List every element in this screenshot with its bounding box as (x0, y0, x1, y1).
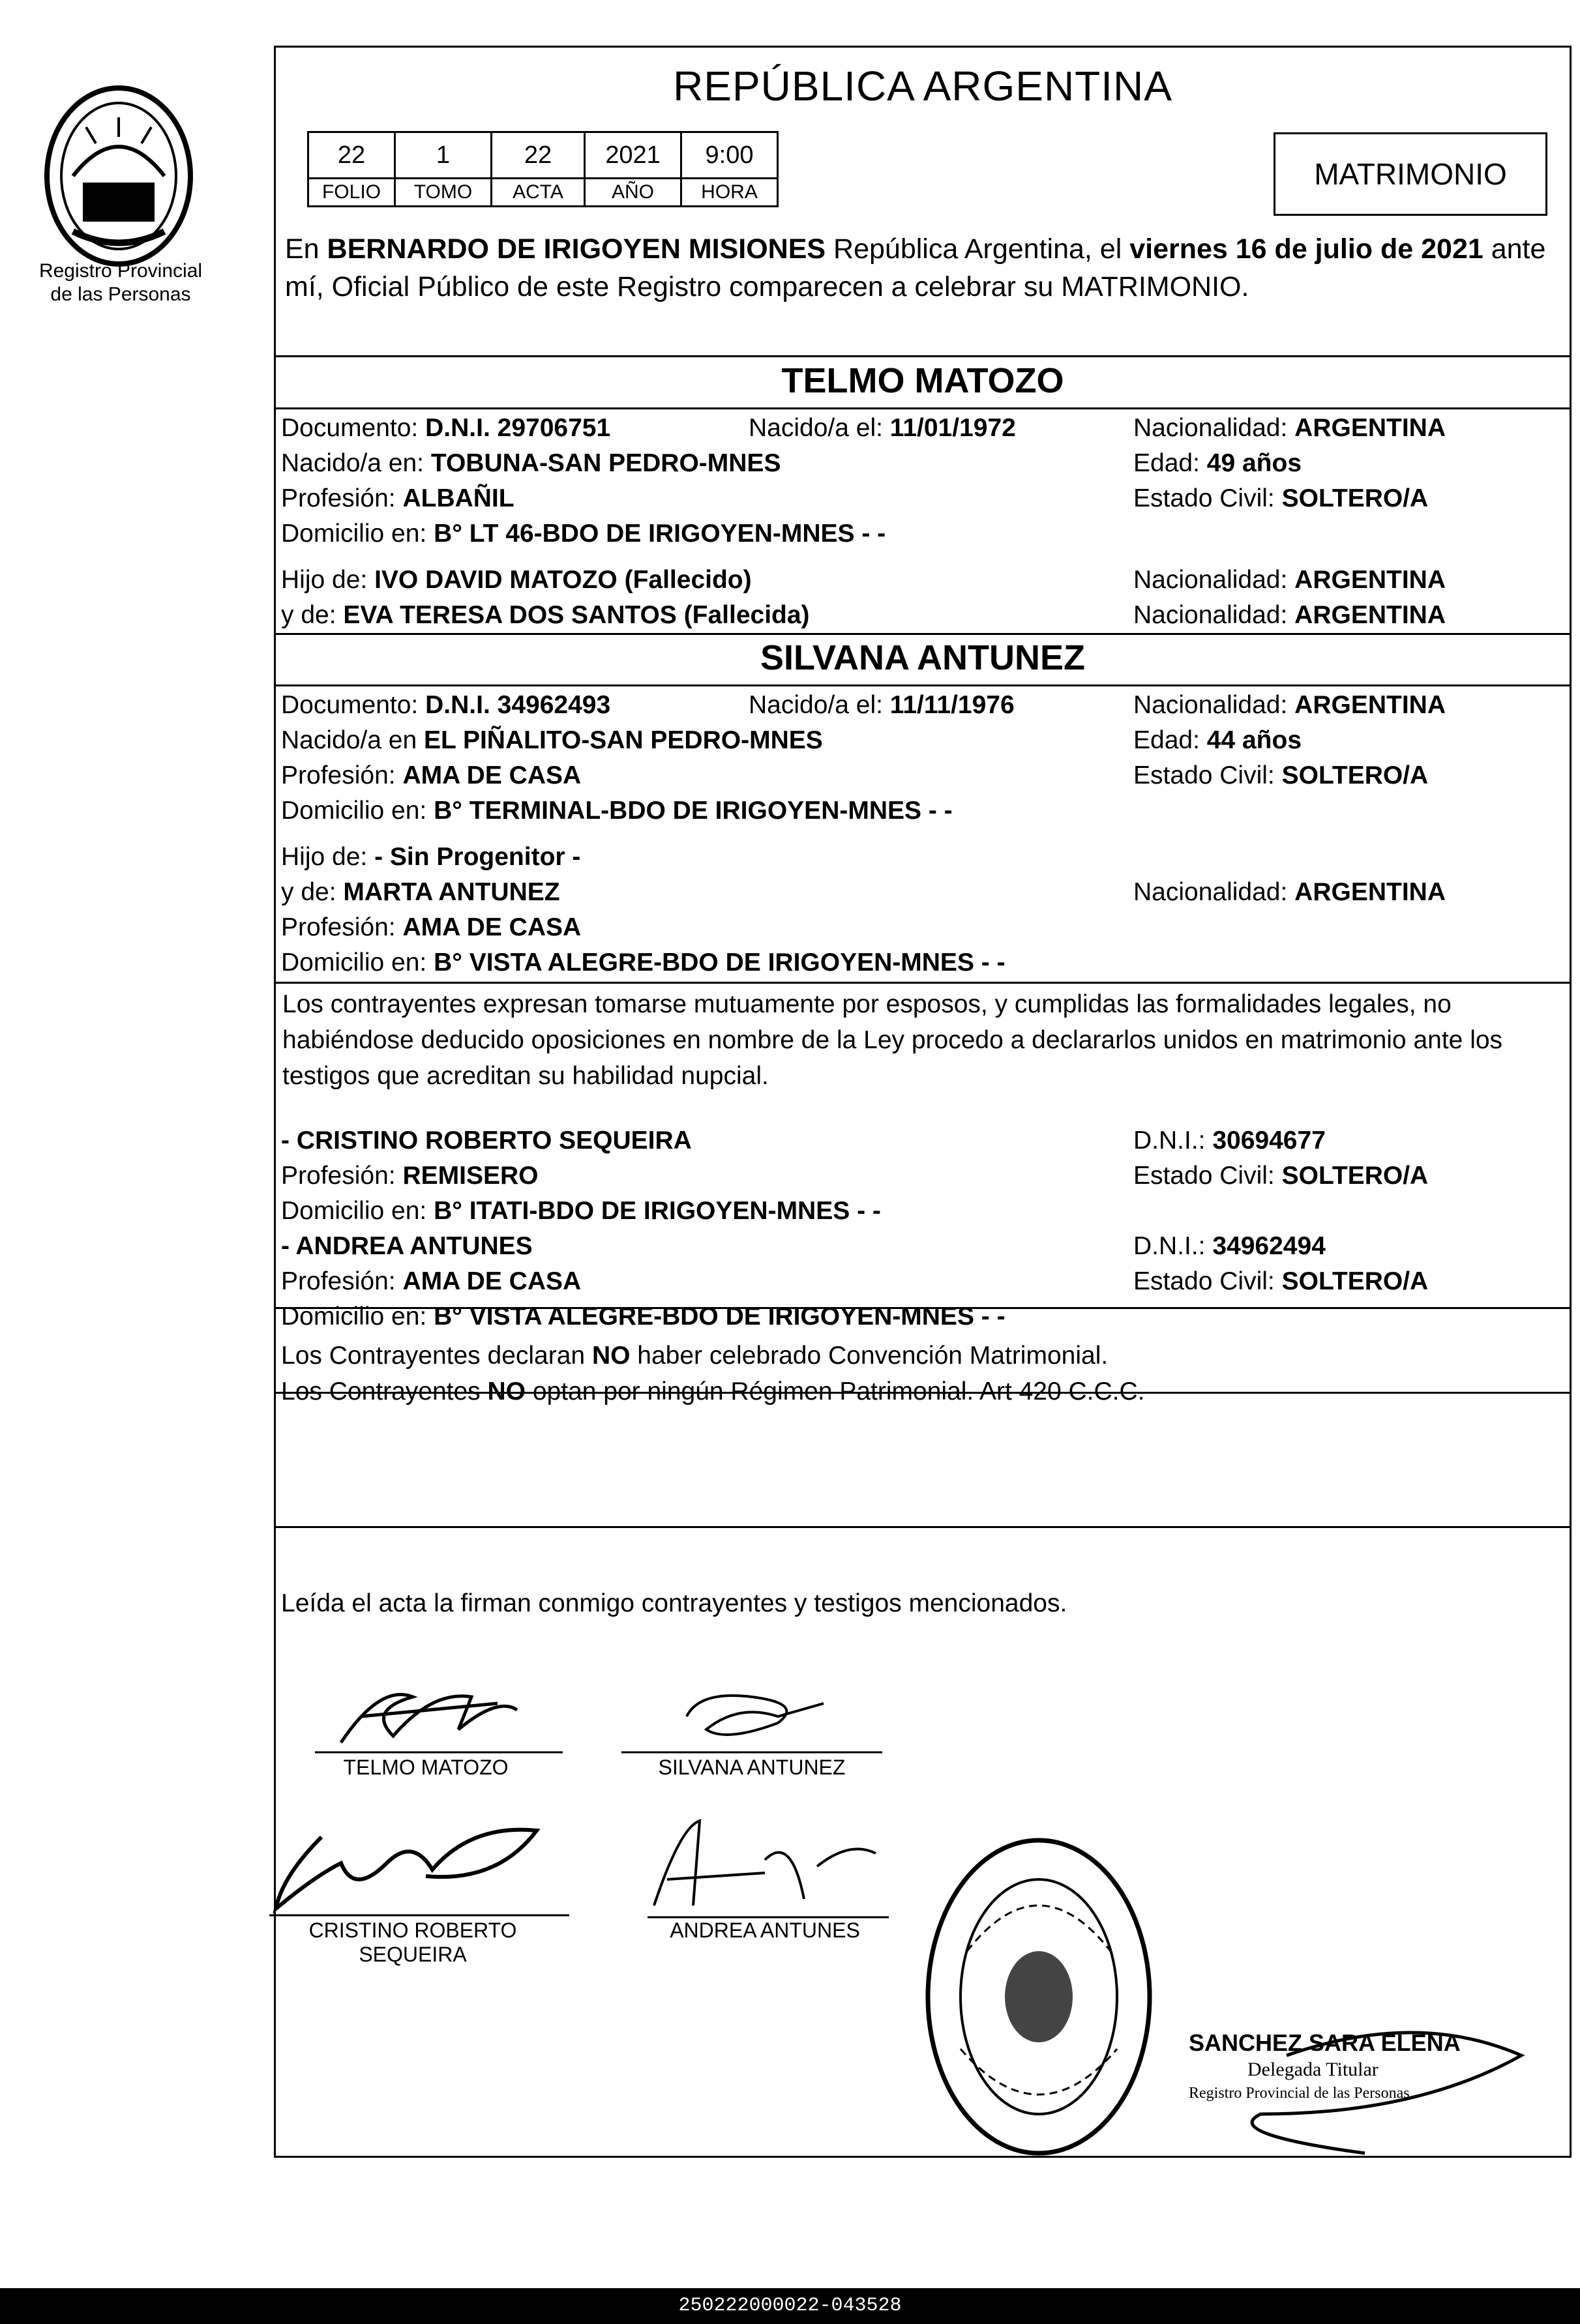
witness1-name: - CRISTINO ROBERTO SEQUEIRA (281, 1126, 692, 1155)
bride-nationality: Nacionalidad: ARGENTINA (1133, 691, 1446, 719)
divider (276, 355, 1570, 357)
document-code: 250222000022-043528 (0, 2288, 1580, 2324)
official-name: SANCHEZ SARA ELENA (1189, 2029, 1461, 2056)
divider (276, 1307, 1570, 1309)
divider (276, 1392, 1570, 1394)
certificate-frame (274, 46, 1572, 2158)
groom-signature-label: TELMO MATOZO (343, 1756, 509, 1779)
year-value: 2021 (585, 132, 681, 179)
witness2-address: Domicilio en: B° VISTA ALEGRE-BDO DE IRIGOYEN-MNES - - (281, 1302, 1006, 1331)
bride-mother-address: Domicilio en: B° VISTA ALEGRE-BDO DE IRIGOYEN-MNES - - (281, 949, 1006, 977)
witness2-signature (628, 1801, 902, 1925)
intro-text-2: República Argentina, el (826, 233, 1130, 265)
groom-age: Edad: 49 años (1133, 449, 1302, 477)
province-crest (34, 78, 203, 274)
document-title: REPÚBLICA ARGENTINA (673, 63, 1172, 110)
divider (276, 633, 1570, 635)
acta-label: ACTA (492, 179, 585, 207)
groom-father-nationality: Nacionalidad: ARGENTINA (1133, 566, 1446, 594)
tomo-label: TOMO (395, 179, 492, 207)
bride-mother-profession: Profesión: AMA DE CASA (281, 913, 582, 941)
bride-document: Documento: D.N.I. 34962493 (281, 691, 611, 719)
witness2-signature-label: ANDREA ANTUNES (670, 1919, 860, 1942)
divider (276, 982, 1570, 984)
groom-nationality: Nacionalidad: ARGENTINA (1133, 414, 1446, 442)
official-office: Registro Provincial de las Personas (1189, 2085, 1410, 2102)
bride-birthdate: Nacido/a el: 11/11/1976 (749, 691, 1015, 719)
bride-signature (608, 1677, 882, 1762)
witness1-signature-label: CRISTINO ROBERTO SEQUEIRA (308, 1919, 517, 1966)
intro-date: viernes 16 de julio de 2021 (1129, 233, 1483, 265)
bride-age: Edad: 44 años (1133, 726, 1302, 754)
bride-birthplace: Nacido/a en EL PIÑALITO-SAN PEDRO-MNES (281, 726, 823, 754)
groom-signature (302, 1671, 576, 1762)
bride-mother: y de: MARTA ANTUNEZ (281, 878, 560, 906)
bride-address: Domicilio en: B° TERMINAL-BDO DE IRIGOYEN-MNES - - (281, 797, 953, 825)
groom-birthplace: Nacido/a en: TOBUNA-SAN PEDRO-MNES (281, 449, 781, 477)
witness1-profession: Profesión: REMISERO (281, 1162, 539, 1190)
groom-birthdate: Nacido/a el: 11/01/1972 (749, 414, 1016, 442)
bride-civil-status: Estado Civil: SOLTERO/A (1133, 761, 1429, 789)
bride-name: SILVANA ANTUNEZ (760, 638, 1085, 677)
groom-address: Domicilio en: B° LT 46-BDO DE IRIGOYEN-MNES - - (281, 520, 886, 548)
groom-document: Documento: D.N.I. 29706751 (281, 414, 611, 442)
official-role: Delegada Titular (1247, 2059, 1379, 2080)
intro-text-1: En (285, 233, 327, 265)
bride-mother-nationality: Nacionalidad: ARGENTINA (1133, 878, 1446, 906)
folio-value: 22 (308, 132, 395, 179)
regime-line-1: Los Contrayentes declaran NO haber celebrado Convención Matrimonial. (281, 1342, 1109, 1370)
witness2-dni: D.N.I.: 34962494 (1133, 1232, 1326, 1260)
intro-place: BERNARDO DE IRIGOYEN MISIONES (327, 233, 826, 265)
divider (276, 1526, 1570, 1528)
acta-value: 22 (492, 132, 585, 179)
divider (276, 407, 1570, 409)
crest-caption: Registro Provincial de las Personas (38, 260, 203, 305)
hour-value: 9:00 (681, 132, 778, 179)
closing-statement: Leída el acta la firman conmigo contrayentes y testigos mencionados. (281, 1589, 1067, 1617)
regime-line-2: Los Contrayentes NO optan por ningún Régimen Patrimonial. Art 420 C.C.C. (281, 1377, 1145, 1405)
groom-father: Hijo de: IVO DAVID MATOZO (Fallecido) (281, 566, 752, 594)
hour-label: HORA (681, 179, 778, 207)
groom-civil-status: Estado Civil: SOLTERO/A (1133, 484, 1429, 512)
witness1-signature (263, 1798, 576, 1928)
witness1-address: Domicilio en: B° ITATI-BDO DE IRIGOYEN-MNES - - (281, 1197, 881, 1225)
witness2-name: - ANDREA ANTUNES (281, 1232, 533, 1260)
tomo-value: 1 (395, 132, 492, 179)
witness2-civil-status: Estado Civil: SOLTERO/A (1133, 1267, 1429, 1295)
groom-mother-nationality: Nacionalidad: ARGENTINA (1133, 601, 1446, 629)
witness1-civil-status: Estado Civil: SOLTERO/A (1133, 1162, 1429, 1190)
groom-name: TELMO MATOZO (781, 361, 1064, 400)
groom-mother: y de: EVA TERESA DOS SANTOS (Fallecida) (281, 601, 810, 629)
year-label: AÑO (585, 179, 681, 207)
record-boxes (307, 131, 779, 207)
bride-signature-label: SILVANA ANTUNEZ (658, 1756, 846, 1779)
act-type-box: MATRIMONIO (1274, 132, 1547, 216)
groom-profession: Profesión: ALBAÑIL (281, 484, 514, 512)
registry-seal (921, 1834, 1156, 2160)
intro-text-3: ante mí, Oficial Público de este Registro comparecen a celebrar su MATRIMONIO. (285, 233, 1546, 302)
bride-profession: Profesión: AMA DE CASA (281, 761, 582, 789)
bride-father: Hijo de: - Sin Progenitor - (281, 843, 581, 871)
divider (276, 684, 1570, 686)
witness2-profession: Profesión: AMA DE CASA (281, 1267, 582, 1295)
declaration-paragraph: Los contrayentes expresan tomarse mutuamente por esposos, y cumplidas las formalidades legales, no habiéndose deducido oposiciones en nombre de la Ley procedo a declararlos unidos en matrimonio ante los testigos que acreditan su habilidad nupcial. (282, 990, 1503, 1090)
intro-paragraph (285, 230, 1563, 306)
folio-label: FOLIO (308, 179, 395, 207)
witness1-dni: D.N.I.: 30694677 (1133, 1126, 1326, 1155)
